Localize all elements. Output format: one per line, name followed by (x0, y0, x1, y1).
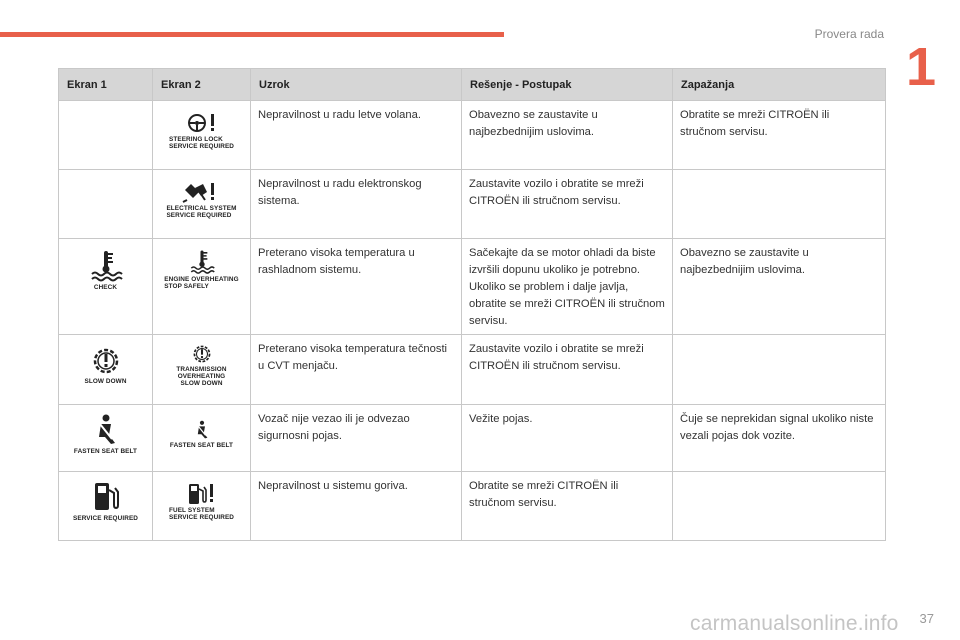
table-header-row (59, 69, 886, 101)
fuel-pump-icon (91, 480, 121, 514)
chapter-number: 1 (906, 37, 937, 97)
coolant-temperature-icon (89, 249, 123, 283)
solution-cell: Zaustavite vozilo i obratite se mreži CITROËN ili stručnom servisu. (462, 335, 673, 405)
notes-cell (673, 472, 886, 541)
screen2-cell (153, 405, 251, 472)
electrical-system-warning-icon (181, 180, 223, 204)
fuel-pump-warning-icon (185, 482, 219, 506)
cause-cell: Preterano visoka temperatura u rashladnom sistemu. (251, 239, 462, 335)
column-header: Ekran 2 (153, 69, 251, 101)
table-row (59, 405, 886, 472)
screen1-cell (59, 472, 153, 541)
notes-cell: Obavezno se zaustavite u najbezbednijim uslovima. (673, 239, 886, 335)
column-header: Uzrok (251, 69, 462, 101)
solution-cell: Zaustavite vozilo i obratite se mreži CITROËN ili stručnom servisu. (462, 170, 673, 239)
screen2-label: FUEL SYSTEM SERVICE REQUIRED (168, 507, 235, 521)
seat-belt-icon (91, 413, 121, 447)
top-accent-bar (0, 32, 504, 37)
screen1-cell (59, 405, 153, 472)
screen1-label: CHECK (93, 284, 118, 291)
screen1-label: FASTEN SEAT BELT (73, 448, 138, 455)
screen2-label: TRANSMISSION OVERHEATING SLOW DOWN (176, 366, 227, 387)
cause-cell: Nepravilnost u radu letve volana. (251, 101, 462, 170)
column-header: Zapažanja (673, 69, 886, 101)
solution-cell: Sačekajte da se motor ohladi da biste izvršili dopunu ukoliko je potrebno. Ukoliko se problem i dalje javlja, obratite se mreži CITROËN ili stručnom servisu. (462, 239, 673, 335)
steering-wheel-warning-icon (181, 111, 223, 135)
column-header: Ekran 1 (59, 69, 153, 101)
table-row (59, 472, 886, 541)
solution-cell: Vežite pojas. (462, 405, 673, 472)
transmission-temperature-icon (191, 343, 213, 365)
screen1-label: SLOW DOWN (84, 378, 127, 385)
screen2-cell (153, 335, 251, 405)
coolant-temperature-icon (189, 249, 215, 275)
notes-cell (673, 335, 886, 405)
screen1-cell (59, 101, 153, 170)
transmission-temperature-icon (90, 345, 122, 377)
cause-cell: Nepravilnost u sistemu goriva. (251, 472, 462, 541)
screen1-label: SERVICE REQUIRED (72, 515, 139, 522)
screen2-cell (153, 239, 251, 335)
table-row (59, 170, 886, 239)
screen2-label: ELECTRICAL SYSTEM SERVICE REQUIRED (166, 205, 237, 219)
screen2-label: ENGINE OVERHEATING STOP SAFELY (164, 276, 239, 290)
screen2-label: FASTEN SEAT BELT (169, 442, 234, 449)
warning-messages-table (58, 68, 886, 541)
cause-cell: Nepravilnost u radu elektronskog sistema. (251, 170, 462, 239)
screen2-cell (153, 472, 251, 541)
screen2-cell (153, 170, 251, 239)
screen1-cell (59, 239, 153, 335)
table-row (59, 101, 886, 170)
cause-cell: Vozač nije vezao ili je odvezao sigurnosni pojas. (251, 405, 462, 472)
watermark: carmanualsonline.info (690, 612, 899, 635)
cause-cell: Preterano visoka temperatura tečnosti u CVT menjaču. (251, 335, 462, 405)
column-header: Rešenje - Postupak (462, 69, 673, 101)
table-row (59, 239, 886, 335)
solution-cell: Obratite se mreži CITROËN ili stručnom servisu. (462, 472, 673, 541)
screen2-cell (153, 101, 251, 170)
screen2-label: STEERING LOCK SERVICE REQUIRED (168, 136, 235, 150)
seat-belt-icon (193, 419, 211, 441)
solution-cell: Obavezno se zaustavite u najbezbednijim uslovima. (462, 101, 673, 170)
section-title: Provera rada (814, 27, 884, 41)
screen1-cell (59, 335, 153, 405)
screen1-cell (59, 170, 153, 239)
page-number: 37 (919, 611, 934, 626)
notes-cell: Obratite se mreži CITROËN ili stručnom servisu. (673, 101, 886, 170)
notes-cell (673, 170, 886, 239)
table-row (59, 335, 886, 405)
notes-cell: Čuje se neprekidan signal ukoliko niste vezali pojas dok vozite. (673, 405, 886, 472)
